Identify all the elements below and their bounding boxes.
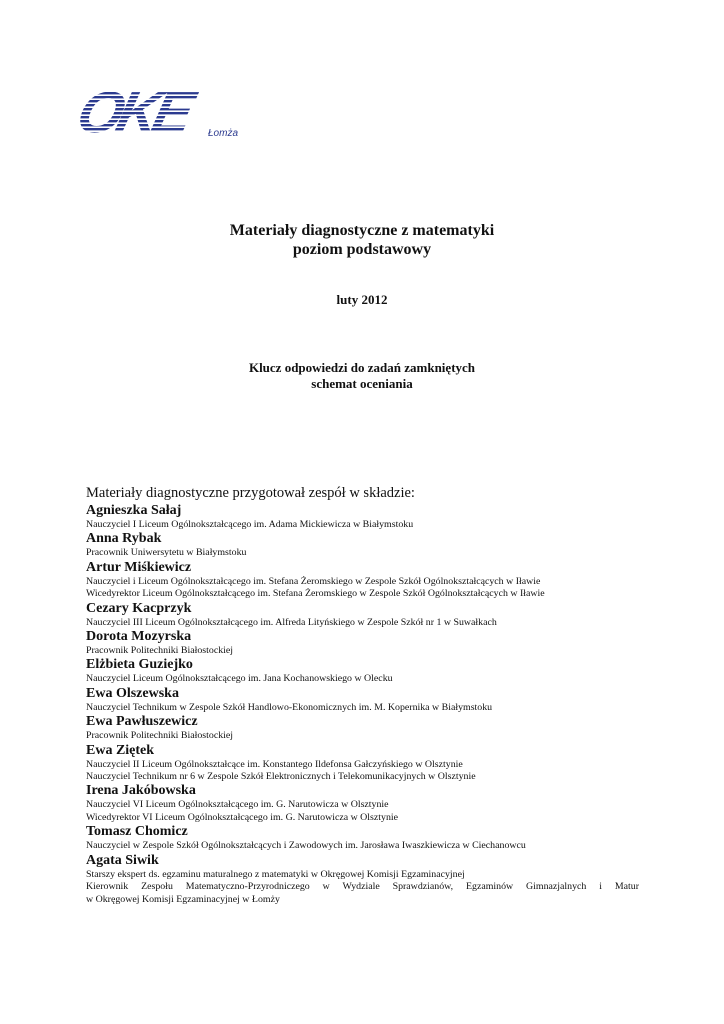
team-member — [86, 686, 639, 714]
page-title — [0, 221, 724, 259]
member-description: Nauczyciel I Liceum Ogólnokształcącego im. Adama Mickiewicza w Białymstoku — [86, 519, 414, 530]
member-name: Agata Siwik — [86, 852, 159, 868]
logo-text: OKE — [70, 80, 195, 145]
member-description: Nauczyciel Liceum Ogólnokształcącego im. Jana Kochanowskiego w Olecku — [86, 673, 393, 685]
member-name: Ewa Ziętek — [86, 742, 155, 758]
document-date: luty 2012 — [336, 292, 388, 307]
team-members-list — [86, 503, 639, 906]
member-description: Nauczyciel w Zespole Szkół Ogólnokształcących i Zawodowych im. Jarosława Iwaszkiewicza w Ciechanowcu — [86, 840, 526, 852]
member-description: Starszy ekspert ds. egzaminu maturalnego z matematyki w Okręgowej Komisji Egzaminacyjnej — [86, 868, 465, 880]
team-member — [86, 783, 639, 824]
team-member — [86, 714, 639, 742]
member-name: Artur Miśkiewicz — [86, 559, 192, 575]
member-name: Dorota Mozyrska — [86, 629, 192, 645]
title-line-1: Materiały diagnostyczne z matematyki — [229, 222, 495, 239]
member-name: Tomasz Chomicz — [86, 824, 188, 840]
member-name: Cezary Kacprzyk — [86, 600, 192, 616]
member-description: Nauczyciel VI Liceum Ogólnokształcącego im. G. Narutowicza w Olsztynie — [86, 799, 389, 811]
member-description: Pracownik Politechniki Białostockiej — [86, 645, 234, 657]
key-line-2: schemat oceniania — [311, 376, 413, 391]
member-description: Wicedyrektor Liceum Ogólnokształcącego im. Stefana Żeromskiego w Zespole Szkół Ogólnokształcących w Iławie — [86, 588, 545, 600]
team-section — [86, 485, 639, 906]
team-member — [86, 503, 639, 531]
team-member — [86, 853, 639, 906]
member-description: Nauczyciel Technikum nr 6 w Zespole Szkół Elektronicznych i Telekomunikacyjnych w Olsztynie — [86, 771, 476, 783]
answer-key-heading — [0, 360, 724, 392]
member-name: Irena Jakóbowska — [86, 783, 196, 799]
team-member — [86, 743, 639, 784]
team-member — [86, 531, 639, 559]
member-description: Nauczyciel i Liceum Ogólnokształcącego im. Stefana Żeromskiego w Zespole Szkół Ogólnokształcących w Iławie — [86, 575, 541, 587]
title-line-2: poziom podstawowy — [292, 241, 432, 258]
key-line-1: Klucz odpowiedzi do zadań zamkniętych — [248, 360, 476, 375]
member-description: Nauczyciel III Liceum Ogólnokształcącego im. Alfreda Lityńskiego w Zespole Szkół nr 1 w Suwałkach — [86, 616, 497, 628]
member-description: Nauczyciel II Liceum Ogólnokształcące im. Konstantego Ildefonsa Gałczyńskiego w Olsztynie — [86, 758, 463, 770]
member-description: w Okręgowej Komisji Egzaminacyjnej w Łomży — [86, 893, 280, 905]
member-name: Agnieszka Sałaj — [86, 503, 182, 518]
member-name: Elżbieta Guziejko — [86, 657, 193, 673]
team-member — [86, 560, 639, 601]
member-name: Ewa Pawłuszewicz — [86, 714, 198, 730]
team-member — [86, 824, 639, 852]
team-member — [86, 657, 639, 685]
team-member — [86, 601, 639, 629]
oke-logo — [70, 80, 270, 145]
team-intro: Materiały diagnostyczne przygotował zespół w składzie: — [86, 485, 415, 501]
member-description: Nauczyciel Technikum w Zespole Szkół Handlowo-Ekonomicznych im. M. Kopernika w Białymstoku — [86, 701, 493, 713]
member-description: Wicedyrektor VI Liceum Ogólnokształcącego im. G. Narutowicza w Olsztynie — [86, 811, 399, 823]
member-description: Pracownik Uniwersytetu w Białymstoku — [86, 547, 247, 559]
logo-subtext: Łomża — [208, 128, 239, 139]
member-name: Anna Rybak — [86, 531, 162, 547]
team-member — [86, 629, 639, 657]
member-name: Ewa Olszewska — [86, 685, 179, 701]
member-description: Pracownik Politechniki Białostockiej — [86, 730, 234, 742]
member-description: Kierownik Zespołu Matematyczno-Przyrodniczego w Wydziale Sprawdzianów, Egzaminów Gimnazjalnych i Matur — [86, 881, 639, 893]
